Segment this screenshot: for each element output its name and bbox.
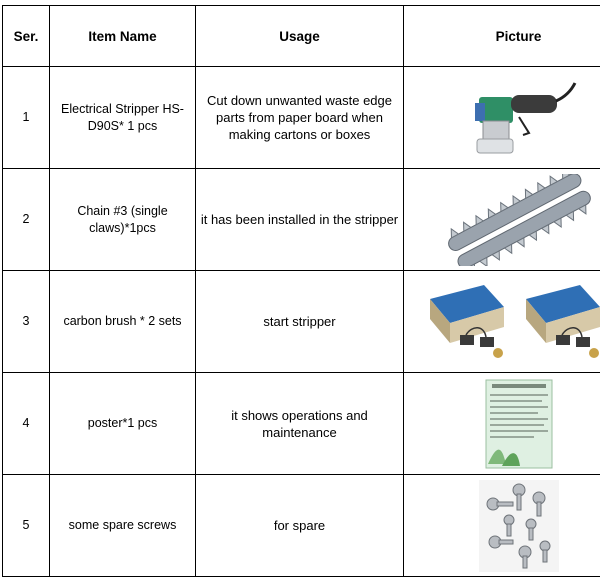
table-header-row xyxy=(3,6,600,67)
chain-image xyxy=(439,174,599,266)
row-ser: 2 xyxy=(3,169,50,271)
row-ser: 5 xyxy=(3,475,50,577)
table-row xyxy=(3,271,600,373)
poster-image xyxy=(484,378,554,470)
row-usage: it has been installed in the stripper xyxy=(196,169,404,271)
electrical-stripper-image xyxy=(459,73,579,163)
table-row xyxy=(3,67,600,169)
screws-image xyxy=(479,480,559,572)
row-picture xyxy=(404,373,600,475)
header-picture: Picture xyxy=(404,6,600,67)
row-item-name: carbon brush * 2 sets xyxy=(50,271,196,373)
carbon-brush-image xyxy=(424,277,600,367)
row-item-name: poster*1 pcs xyxy=(50,373,196,475)
row-item-name: Chain #3 (single claws)*1pcs xyxy=(50,169,196,271)
row-usage: Cut down unwanted waste edge parts from paper board when making cartons or boxes xyxy=(196,67,404,169)
header-item-name: Item Name xyxy=(50,6,196,67)
row-picture xyxy=(404,67,600,169)
row-usage: start stripper xyxy=(196,271,404,373)
header-usage: Usage xyxy=(196,6,404,67)
row-ser: 3 xyxy=(3,271,50,373)
table-row xyxy=(3,169,600,271)
table-row xyxy=(3,475,600,577)
row-picture xyxy=(404,169,600,271)
row-item-name: some spare screws xyxy=(50,475,196,577)
row-picture xyxy=(404,475,600,577)
row-picture xyxy=(404,271,600,373)
row-ser: 1 xyxy=(3,67,50,169)
items-table xyxy=(2,5,600,577)
row-ser: 4 xyxy=(3,373,50,475)
row-usage: for spare xyxy=(196,475,404,577)
row-item-name: Electrical Stripper HS-D90S* 1 pcs xyxy=(50,67,196,169)
table-row xyxy=(3,373,600,475)
row-usage: it shows operations and maintenance xyxy=(196,373,404,475)
header-ser: Ser. xyxy=(3,6,50,67)
